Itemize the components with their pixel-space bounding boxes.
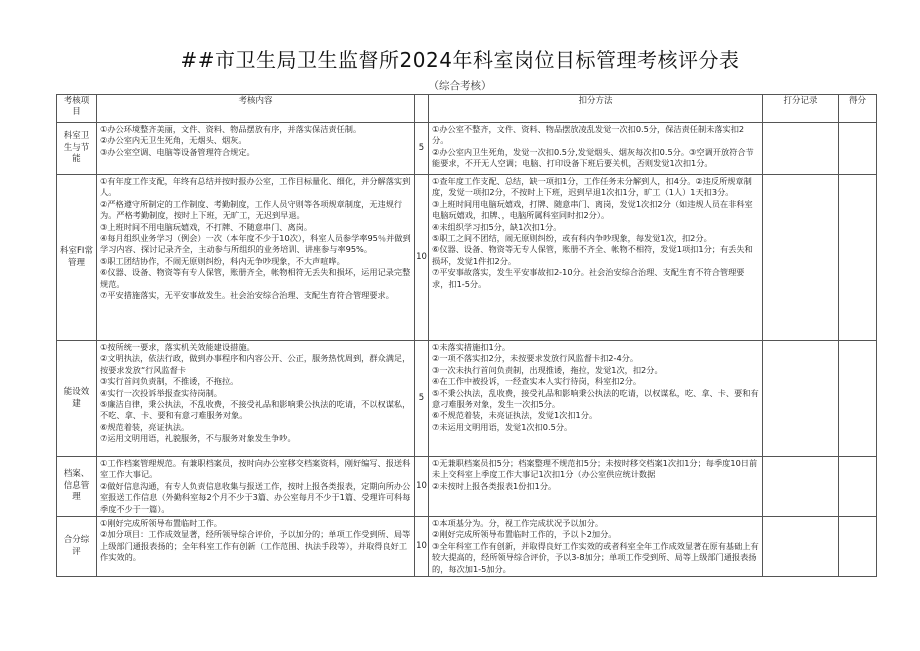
- deduction-line: ⑦未运用文明用语，发觉1次扣0.5分。: [432, 421, 573, 432]
- row-category: 能设效建: [57, 341, 97, 457]
- row-content: [97, 517, 415, 577]
- row-record-cell: [763, 175, 839, 341]
- content-line: ⑦运用文明用语，礼貌服务，不与服务对象发生争吵。: [100, 433, 296, 444]
- content-line: ①按所统一要求，落实机关效能建设措施。: [100, 342, 255, 352]
- deduction-line: ①办公室不整齐，文件、资料、物品摆放凌乱发觉一次扣0.5分，保洁责任制未落实扣2分。: [432, 124, 745, 146]
- deduction-line: ③上班时间用电脑玩嬉戏，打牌、随意串门、离岗，发觉1次扣2分（如违规人员在非科室电脑玩嬉戏，扣牌、，电脑所属科室同时扣2分）。: [432, 198, 753, 221]
- score-table: [56, 94, 877, 577]
- row-content: [97, 341, 415, 457]
- row-record-cell: [763, 341, 839, 457]
- deduction-line: ⑥仪器、设备、物资等无专人保管，账册不齐全、帐物不相符，发觉1项扣1分；有丢失和损坏，发觉1件扣2分。: [432, 244, 753, 266]
- deduction-line: ②刚好完成所领导布置临时工作的，予以卜2加分。: [432, 529, 617, 540]
- row-deduction: [429, 175, 763, 341]
- row-score: 5: [415, 123, 429, 175]
- header-row: [57, 95, 877, 123]
- row-score: 5: [415, 341, 429, 457]
- table-row: [57, 457, 877, 517]
- row-record-cell: [763, 457, 839, 517]
- row-score: 10: [415, 517, 429, 577]
- deduction-line: ⑤职工之间不团结，闹无原则纠纷，或有科内争吵现象，每发觉1次，扣2分。: [432, 233, 712, 244]
- content-line: ①有年度工作支配，年终有总结并按时报办公室，工作目标量化、细化，并分解落实到人。: [100, 176, 411, 198]
- row-record-cell: [763, 123, 839, 175]
- content-line: ③实行首问负责制，不推诿，不拖拉。: [100, 376, 239, 387]
- content-line: ①刚好完成所领导布置临时工作。: [100, 518, 222, 529]
- content-line: ⑤职工团结协作，不闹无原则纠纷，科内无争吵现象，不大声喧哗。: [100, 255, 345, 266]
- header-result: 得分: [839, 95, 877, 123]
- table-row: [57, 517, 877, 577]
- row-content: [97, 175, 415, 341]
- deduction-line: ④未组织学习扣5分，缺1次扣1分。: [432, 221, 562, 232]
- deduction-line: ③全年科室工作有创新，并取得良好工作实效的或者科室全年工作成效显著在原有基础上有较大提高的，经所领导综合评价，予以3-8加分；单项工作受到所、局等上级部门通报表扬的，每次加1-5加分。: [432, 540, 759, 574]
- deduction-line: ⑦平安事故落实，发生平安事故扣2-10分。社会治安综合治理、支配生育不符合管理要求，扣1-5分。: [432, 267, 745, 289]
- row-content: [97, 123, 415, 175]
- content-line: ④每月组织业务学习（例会）一次（本年度不少于10次），科室人员参学率95％并做到学习内容、探讨记录齐全，主动参与所组织的业务培训、讲座参与率95%。: [100, 233, 411, 255]
- content-line: ②做好信息沟通，有专人负责信息收集与报送工作，按时上报各类报表，定期向所办公室报送工作信息（外勤科室每2个月不少于3篇、办公室每月不少于1篇、受理许可科每季度不少于一篇）。: [100, 480, 411, 514]
- row-category: 科室FI常管理: [57, 175, 97, 341]
- content-line: ②文明执法，依法行政，做到办事程序和内容公开、公正，服务热忱周到，群众满足，按要求发放“行风监督卡: [100, 353, 411, 375]
- row-category: 合分综评: [57, 517, 97, 577]
- page-subtitle: （综合考核）: [428, 80, 492, 92]
- content-line: ③办公室空调、电脑等设备管理符合规定。: [100, 146, 255, 157]
- header-content: 考核内容: [97, 95, 415, 123]
- deduction-line: ⑥不规范着装，未亮证执法，发觉1次扣1分。: [432, 410, 598, 421]
- row-result-cell: [839, 341, 877, 457]
- deduction-line: ①本项基分为。分，视工作完成状况予以加分。: [432, 518, 604, 529]
- content-line: ⑥仪器、设备、物资等有专人保管，账册齐全，帐物相符无丢失和损坏，运用记录完整规范。: [100, 267, 411, 289]
- row-deduction: [429, 341, 763, 457]
- deduction-line: ②办公室内卫生死角，发觉一次扣0.5分,发觉烟头、烟灰每次扣0.5分。③空调开放符合节能要求，不开无人空调；电脑、打印设备下班后要关机，否则发觉1次扣1分。: [432, 146, 754, 169]
- deduction-line: ④在工作中被投诉，一经查实本人实行待岗，科室扣2分。: [432, 376, 642, 387]
- row-result-cell: [839, 457, 877, 517]
- header-record: 打分记录: [763, 95, 839, 123]
- row-score: 10: [415, 457, 429, 517]
- deduction-line: ①查年度工作支配、总结，缺一项扣1分，工作任务未分解到人，扣4分。②违反所规章制度，发觉一项扣2分，不按时上下班，迟到早退1次扣1分，旷工（1人）1天扣3分。: [432, 176, 752, 198]
- row-record-cell: [763, 517, 839, 577]
- deduction-line: ⑤不秉公执法，乱收费，接受礼品和影响秉公执法的吃请，以权谋私，吃、拿、卡、要和有意刁难服务对象，发生一次扣5分。: [432, 387, 759, 410]
- header-score: [415, 95, 429, 123]
- content-line: ④实行一次投诉举报查实待岗制。: [100, 387, 222, 398]
- row-deduction: [429, 457, 763, 517]
- content-line: ②加分项目：工作成效显著，经所领导综合评价，予以加分的；单项工作受到所、局等上级部门通报表扬的；全年科室工作有创新（工作范围、执法手段等），并取得良好工作实效的。: [100, 529, 411, 563]
- header-category: 考核项目: [57, 95, 97, 123]
- table-row: [57, 175, 877, 341]
- row-category: 科室卫生与节能: [57, 123, 97, 175]
- deduction-line: ②未按时上报各类报表1份扣1分。: [432, 480, 557, 491]
- content-line: ①办公环境整齐美丽，文件、资料、物品摆放有序，并落实保洁责任制。: [100, 124, 362, 134]
- content-line: ②办公室内无卫生死角，无烟头、烟灰。: [100, 135, 247, 146]
- content-line: ③上班时间不用电脑玩嬉戏，不打牌、不随意串门、离岗。: [100, 221, 313, 232]
- header-deduction: 扣分方法: [429, 95, 763, 123]
- content-line: ①工作档案管理规范。有兼职档案员，按时向办公室移交档案资料，刚好编写、报送科室工作大事记。: [100, 458, 411, 480]
- row-result-cell: [839, 123, 877, 175]
- page-title: ##市卫生局卫生监督所2024年科室岗位目标管理考核评分表: [180, 48, 740, 72]
- row-result-cell: [839, 517, 877, 577]
- deduction-line: ②一项不落实扣2分，未按要求发放行风监督卡扣2-4分。: [432, 353, 639, 364]
- row-deduction: [429, 517, 763, 577]
- row-score: 10: [415, 175, 429, 341]
- row-content: [97, 457, 415, 517]
- row-result-cell: [839, 175, 877, 341]
- table-row: [57, 123, 877, 175]
- deduction-line: ①未落实措施扣1分。: [432, 342, 511, 352]
- content-line: ⑤廉洁自律，秉公执法，不乱收费，不接受礼品和影响秉公执法的吃请，不以权谋私，不吃、拿、卡、要和有意刁难服务对象。: [100, 399, 411, 421]
- deduction-line: ①无兼职档案员扣5分；档案整理不规范扣5分；未按时移交档案1次扣1分；每季度10日前未上交科室上季度工作大事记1次扣1分（办公室供应统计数据: [432, 458, 758, 480]
- content-line: ⑦平安措施落实，无平安事故发生。社会治安综合治理、支配生育符合管理要求。: [100, 290, 394, 301]
- table-row: [57, 341, 877, 457]
- row-deduction: [429, 123, 763, 175]
- content-line: ⑥规范着装，亮证执法。: [100, 421, 190, 432]
- row-category: 档案、信息管理: [57, 457, 97, 517]
- content-line: ②严格遵守所制定的工作制度、考勤制度，工作人员守则等各项规章制度，无违规行为。严格考勤制度，按时上下班，无旷工，无迟到早退。: [100, 198, 403, 221]
- deduction-line: ③一次未执行首问负责制，出现推诿，拖拉，发觉1次，扣2分。: [432, 364, 663, 375]
